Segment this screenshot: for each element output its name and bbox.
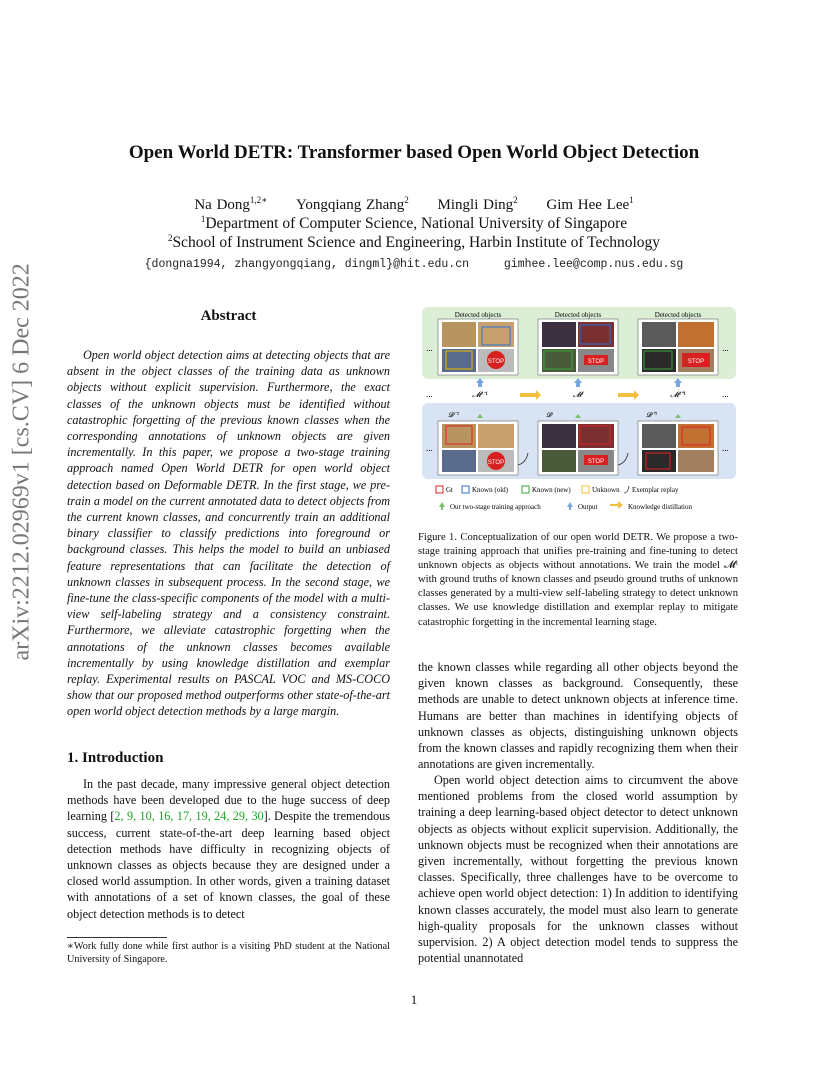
- svg-text:...: ...: [722, 443, 729, 453]
- body-paragraph: the known classes while regarding all other objects beyond the given known classes as background. Consequently, these methods are unable to detect unknown objects at inference time. Humans are better than machines in identifying objects of unknown classes as objects, distinguishing unknown objects from the known classes and rapidly recognizing them when their annotations are given incrementally.: [418, 660, 738, 772]
- email: {dongna1994, zhangyongqiang, dingml}@hit.edu.cn: [144, 258, 469, 271]
- distillation-arrow-icon: [610, 501, 623, 509]
- citation-links[interactable]: 2, 9, 10, 16, 17, 19, 24, 29, 30: [114, 809, 264, 824]
- svg-text:...: ...: [426, 343, 433, 353]
- detected-column: [538, 311, 618, 375]
- output-arrow-icon: [674, 378, 682, 387]
- page-number: 1: [410, 992, 418, 1007]
- svg-text:Known (old): Known (old): [472, 486, 508, 494]
- known-old-swatch: [462, 486, 469, 493]
- train-arrow-icon: [439, 502, 445, 510]
- output-arrow-icon: [567, 502, 573, 510]
- author: Gim Hee Lee$^1$: [546, 195, 634, 213]
- arxiv-identifier: arXiv:2212.02969v1 [cs.CV] 6 Dec 2022: [8, 263, 35, 661]
- paper-title: Open World DETR: Transformer based Open World Object Detection: [128, 142, 700, 163]
- abstract-body: Open world object detection aims at detecting objects that are absent in the object classes of the training data as unknown objects without explicit supervision. Furthermore, the exact classes of the unknown objects must be identified without catastrophic forgetting of the previous known classes when the corresponding annotations of unknown objects are given incrementally. In this paper, we propose a two-stage training approach named Open World DETR for open world object detection based on Deformable DETR. In the first stage, we pre-train a model on the current annotated data to detect objects from the current known classes, and concurrently train an additional binary classifier to classify predictions into foreground or background classes. This helps the model to build an unbiased feature representations that can facilitate the detection of unknown classes in subsequent process. In the second stage, we fine-tune the class-specific components of the model with a multi-view self-labeling strategy and a consistency constraint. Furthermore, we alleviate catastrophic forgetting when the annotations of the unknown classes becomes available incrementally by using knowledge distillation and exemplar replay. Experimental results on PASCAL VOC and MS-COCO show that our proposed method outperforms other state-of-the-art open world object detection methods by a large margin.: [67, 348, 390, 719]
- figure-caption: Figure 1. Conceptualization of our open world DETR. We propose a two-stage training approach that unifies pre-training and fine-tuning to detect unknown objects as objects without annotations. We train the model 𝓜ᵗ with ground truths of known classes and pseudo ground truths of unknown classes generated by a multi-view self-labeling strategy to detect unknown classes. We use knowledge distillation and exemplar replay to mitigate catastrophic forgetting in the incremental learning stage.: [418, 532, 738, 628]
- intro-paragraph: In the past decade, many impressive general object detection methods have been developed due to the huge success of deep learning [2, 9, 10, 16, 17, 19, 24, 29, 30]. Despite the tremendous success, current state-of-the-art deep learning based object detection methods have difficulty in recognizing objects of unknown classes as objects because they are designed under a closed world assumption. In other words, given a training dataset with annotations of a set of known classes, the goal of these object detection methods is to detect: [67, 777, 390, 921]
- model-label: 𝓜ᵗ⁺¹: [670, 390, 686, 399]
- svg-text:Gt: Gt: [446, 486, 453, 494]
- svg-text:Exemplar replay: Exemplar replay: [632, 486, 679, 494]
- abstract-heading: Abstract: [200, 308, 257, 324]
- detected-label: Detected objects: [554, 311, 602, 319]
- svg-text:Our two-stage training approac: Our two-stage training approach: [450, 503, 541, 511]
- data-label: 𝓓ᵗ⁻¹: [448, 411, 460, 419]
- data-label: 𝓓ᵗ: [546, 411, 553, 419]
- svg-text:STOP: STOP: [487, 359, 505, 365]
- svg-text:STOP: STOP: [587, 459, 605, 465]
- distillation-arrow-icon: [618, 390, 639, 400]
- svg-text:Output: Output: [578, 503, 598, 511]
- svg-text:Knowledge distillation: Knowledge distillation: [628, 503, 692, 511]
- figure-1: [420, 305, 738, 517]
- detected-column: [638, 311, 718, 375]
- detected-label: Detected objects: [454, 311, 502, 319]
- author: Mingli Ding$^2$: [437, 195, 518, 213]
- svg-text:...: ...: [426, 389, 433, 399]
- svg-text:...: ...: [722, 389, 729, 399]
- output-arrow-icon: [476, 378, 484, 387]
- svg-text:STOP: STOP: [487, 460, 505, 466]
- figure-legend: [436, 486, 692, 511]
- section-heading: 1. Introduction: [67, 750, 164, 766]
- email: gimhee.lee@comp.nus.edu.sg: [503, 258, 684, 271]
- svg-text:STOP: STOP: [587, 359, 605, 365]
- svg-text:...: ...: [722, 343, 729, 353]
- model-label: 𝓜ᵗ: [572, 390, 584, 399]
- gt-swatch: [436, 486, 443, 493]
- svg-text:Known (new): Known (new): [532, 486, 571, 494]
- exemplar-replay-icon: [624, 486, 629, 493]
- data-label: 𝓓ᵗ⁺¹: [646, 411, 658, 419]
- footnote-divider: [67, 937, 167, 938]
- author: Yongqiang Zhang$^2$: [296, 195, 409, 213]
- output-arrow-icon: [574, 378, 582, 387]
- footnote: ∗Work fully done while first author is a visiting PhD student at the National University of Singapore.: [67, 941, 390, 965]
- author-emails: [0, 258, 828, 271]
- author-list: [0, 195, 828, 214]
- body-paragraph: Open world object detection aims to circumvent the above mentioned problems from the closed world assumption by training a deep learning-based object detector to detect unknown objects as objects without explicit supervision. Additionally, the unknown objects must be recognized when their annotations are given incrementally, without forgetting the previous known classes. Specifically, three challenges have to be overcome to achieve open world object detection: 1) In addition to identifying known classes accurately, the model must also learn to generate high-quality proposals for the unknown classes without supervision. 2) A object detection model tends to suppress the potential unannotated: [418, 773, 738, 966]
- known-new-swatch: [522, 486, 529, 493]
- detected-column: [438, 311, 518, 375]
- distillation-arrow-icon: [520, 390, 541, 400]
- unknown-swatch: [582, 486, 589, 493]
- author: Na Dong$^{1,2∗}$: [194, 195, 268, 213]
- svg-text:STOP: STOP: [687, 359, 705, 365]
- affiliation: $^2$School of Instrument Science and Engineering, Harbin Institute of Technology: [167, 233, 661, 252]
- detected-label: Detected objects: [654, 311, 702, 319]
- svg-text:Unknown: Unknown: [592, 486, 620, 494]
- model-label: 𝓜ᵗ⁻¹: [472, 390, 488, 399]
- svg-text:...: ...: [426, 443, 433, 453]
- affiliation: $^1$Department of Computer Science, National University of Singapore: [200, 214, 628, 233]
